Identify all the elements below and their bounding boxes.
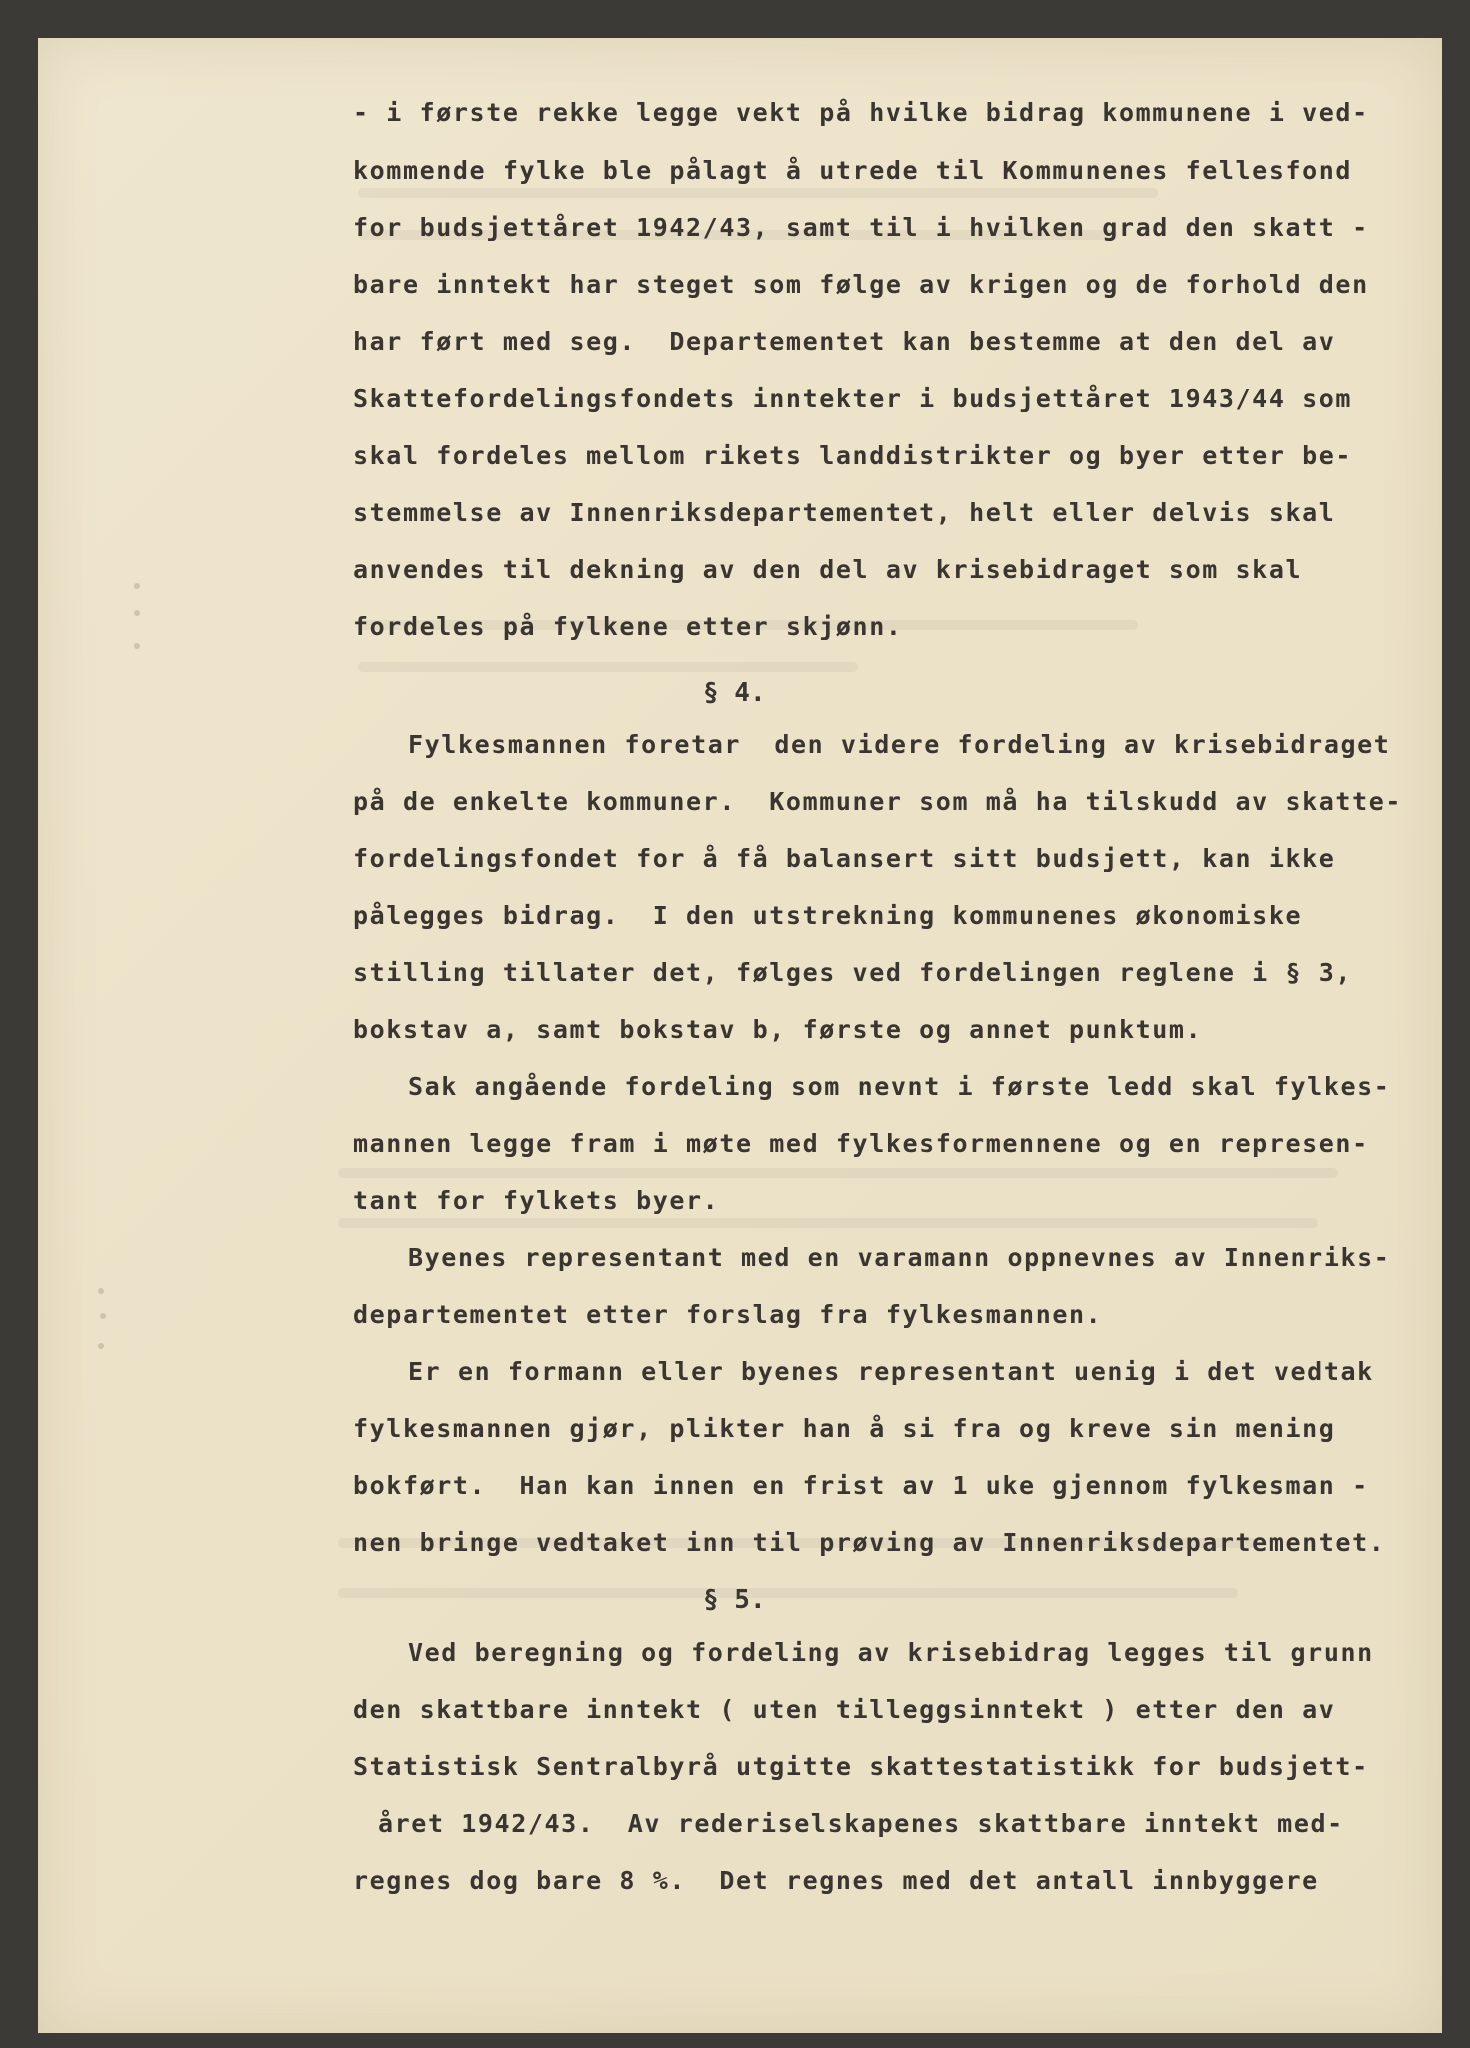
text-line: - i første rekke legge vekt på hvilke bidrag kommunene i ved-	[353, 98, 1369, 127]
text-line: Byenes representant med en varamann oppnevnes av Innenriks-	[408, 1243, 1391, 1272]
text-line: Ved beregning og fordeling av krisebidrag legges til grunn	[408, 1638, 1374, 1667]
text-line: Er en formann eller byenes representant uenig i det vedtak	[408, 1357, 1374, 1386]
text-line: på de enkelte kommuner. Kommuner som må ha tilskudd av skatte-	[353, 787, 1403, 816]
text-line: Fylkesmannen foretar den videre fordeling av krisebidraget	[408, 730, 1391, 759]
text-line: departementet etter forslag fra fylkesmannen.	[353, 1300, 1103, 1329]
text-line: fordeles på fylkene etter skjønn.	[353, 612, 903, 641]
text-line: nen bringe vedtaket inn til prøving av Innenriksdepartementet.	[353, 1528, 1386, 1557]
text-line: stilling tillater det, følges ved fordelingen reglene i § 3,	[353, 958, 1353, 987]
text-line: året 1942/43. Av rederiselskapenes skattbare inntekt med-	[378, 1809, 1344, 1838]
text-line: stemmelse av Innenriksdepartementet, helt eller delvis skal	[353, 498, 1336, 527]
text-line: kommende fylke ble pålagt å utrede til Kommunenes fellesfond	[353, 156, 1353, 185]
text-line: for budsjettåret 1942/43, samt til i hvilken grad den skatt -	[353, 213, 1369, 242]
text-line: mannen legge fram i møte med fylkesformennene og en represen-	[353, 1129, 1369, 1158]
text-line: tant for fylkets byer.	[353, 1186, 720, 1215]
document-page	[38, 38, 1442, 2033]
text-line: skal fordeles mellom rikets landdistrikter og byer etter be-	[353, 441, 1353, 470]
text-line: Sak angående fordeling som nevnt i første ledd skal fylkes-	[408, 1072, 1391, 1101]
text-line: bokstav a, samt bokstav b, første og annet punktum.	[353, 1015, 1203, 1044]
text-line: Statistisk Sentralbyrå utgitte skattestatistikk for budsjett-	[353, 1752, 1369, 1781]
text-line: bokført. Han kan innen en frist av 1 uke gjennom fylkesman -	[353, 1471, 1369, 1500]
section-heading: § 4.	[703, 678, 766, 708]
text-line: den skattbare inntekt ( uten tilleggsinntekt ) etter den av	[353, 1695, 1336, 1724]
text-line: har ført med seg. Departementet kan bestemme at den del av	[353, 327, 1336, 356]
text-line: anvendes til dekning av den del av krisebidraget som skal	[353, 555, 1303, 584]
text-line: regnes dog bare 8 %. Det regnes med det antall innbyggere	[353, 1866, 1319, 1895]
text-line: fylkesmannen gjør, plikter han å si fra og kreve sin mening	[353, 1414, 1336, 1443]
text-line: pålegges bidrag. I den utstrekning kommunenes økonomiske	[353, 901, 1303, 930]
typewritten-text	[38, 38, 1442, 2033]
text-line: bare inntekt har steget som følge av krigen og de forhold den	[353, 270, 1369, 299]
section-heading: § 5.	[703, 1585, 766, 1615]
text-line: Skattefordelingsfondets inntekter i budsjettåret 1943/44 som	[353, 384, 1353, 413]
text-line: fordelingsfondet for å få balansert sitt budsjett, kan ikke	[353, 844, 1336, 873]
